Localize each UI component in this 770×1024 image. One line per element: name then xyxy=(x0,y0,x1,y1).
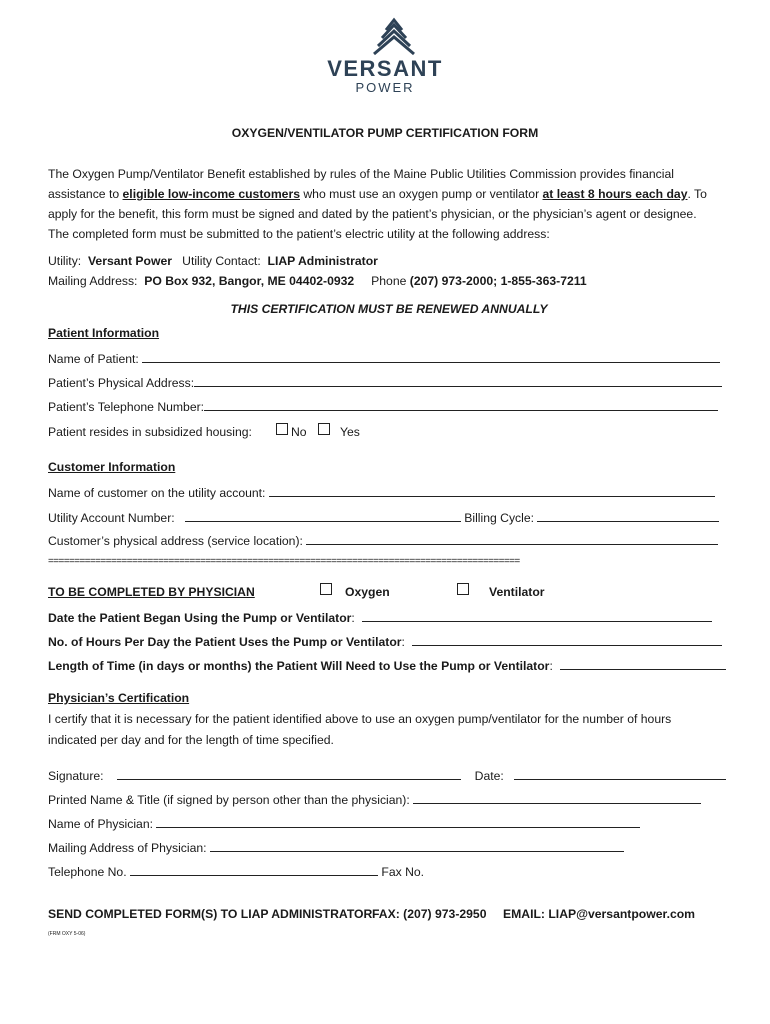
patient-address-label: Patient’s Physical Address: xyxy=(48,376,195,390)
customer-address-row xyxy=(48,532,718,548)
account-number-field[interactable] xyxy=(185,509,461,522)
printed-name-label: Printed Name & Title (if signed by person other than the physician): xyxy=(48,793,410,807)
utility-label: Utility: xyxy=(48,254,82,268)
patient-name-label: Name of Patient: xyxy=(48,352,139,366)
signature-date-field[interactable] xyxy=(514,767,726,780)
physician-mail-row xyxy=(48,839,624,855)
account-row xyxy=(48,509,719,525)
hours-per-day-field[interactable] xyxy=(412,633,722,646)
phone-label: Phone xyxy=(371,274,407,288)
patient-phone-field[interactable] xyxy=(204,398,718,411)
physician-phone-row xyxy=(48,863,424,879)
printed-name-row xyxy=(48,791,701,807)
intro-line-4: The completed form must be submitted to the patient’s electric utility at the following address: xyxy=(48,227,550,241)
physician-name-field[interactable] xyxy=(156,815,640,828)
customer-name-field[interactable] xyxy=(269,484,715,497)
intro-line-2 xyxy=(48,187,707,201)
intro-text: assistance to xyxy=(48,187,123,201)
footer-send-instruction: SEND COMPLETED FORM(S) TO LIAP ADMINISTRATOR xyxy=(48,907,373,921)
mailing-line xyxy=(48,274,587,288)
patient-name-field[interactable] xyxy=(142,350,720,363)
customer-address-label: Customer’s physical address (service location): xyxy=(48,534,303,548)
length-of-time-field[interactable] xyxy=(560,657,726,670)
physician-mail-field[interactable] xyxy=(210,839,624,852)
printed-name-field[interactable] xyxy=(413,791,701,804)
customer-address-field[interactable] xyxy=(306,532,718,545)
physician-name-label: Name of Physician: xyxy=(48,817,153,831)
intro-text: who must use an oxygen pump or ventilator xyxy=(299,187,543,201)
physician-heading: TO BE COMPLETED BY PHYSICIAN xyxy=(48,585,255,599)
section-separator: ========================================================================================== xyxy=(48,556,520,567)
hours-row: No. of Hours Per Day the Patient Uses the Pump or Ventilator: xyxy=(48,633,722,649)
ventilator-label: Ventilator xyxy=(489,585,545,599)
intro-line-3: apply for the benefit, this form must be signed and dated by the patient’s physician, or the physician’s agent or designee. xyxy=(48,207,697,221)
certification-text-2: indicated per day and for the length of time specified. xyxy=(48,733,334,747)
hours-per-day-label: No. of Hours Per Day the Patient Uses the Pump or Ventilator xyxy=(48,635,402,649)
versant-logo-mark xyxy=(372,16,416,56)
start-date-row: Date the Patient Began Using the Pump or Ventilator: xyxy=(48,609,712,625)
footer-email: EMAIL: LIAP@versantpower.com xyxy=(503,907,696,921)
eligible-customers-emphasis: eligible low-income customers xyxy=(122,187,300,201)
customer-name-label: Name of customer on the utility account: xyxy=(48,486,266,500)
start-date-label: Date the Patient Began Using the Pump or Ventilator xyxy=(48,611,352,625)
utility-line xyxy=(48,254,378,268)
utility-value: Versant Power xyxy=(87,254,172,268)
certification-heading: Physician’s Certification xyxy=(48,691,190,705)
oxygen-checkbox[interactable] xyxy=(320,583,332,595)
renewal-notice: THIS CERTIFICATION MUST BE RENEWED ANNUALLY xyxy=(230,302,548,316)
signature-row xyxy=(48,767,726,783)
oxygen-label: Oxygen xyxy=(345,585,390,599)
billing-cycle-field[interactable] xyxy=(537,509,719,522)
customer-info-heading: Customer Information xyxy=(48,460,176,474)
customer-name-row xyxy=(48,484,715,500)
mailing-value: PO Box 932, Bangor, ME 04402-0932 xyxy=(144,274,355,288)
phone-value: (207) 973-2000; 1-855-363-7211 xyxy=(409,274,587,288)
signature-field[interactable] xyxy=(117,767,461,780)
patient-phone-row xyxy=(48,398,718,414)
intro-text: . To xyxy=(687,187,707,201)
form-title: OXYGEN/VENTILATOR PUMP CERTIFICATION FORM xyxy=(231,126,539,140)
housing-yes-checkbox[interactable] xyxy=(318,423,330,435)
patient-address-row xyxy=(48,374,722,390)
signature-label: Signature: xyxy=(48,769,104,783)
account-number-label: Utility Account Number: xyxy=(48,511,175,525)
billing-cycle-label: Billing Cycle: xyxy=(464,511,534,525)
housing-no-checkbox[interactable] xyxy=(276,423,288,435)
footer-fax: FAX: (207) 973-2950 xyxy=(372,907,487,921)
physician-name-row xyxy=(48,815,640,831)
patient-name-row xyxy=(48,350,720,366)
ventilator-checkbox[interactable] xyxy=(457,583,469,595)
certification-text-1: I certify that it is necessary for the patient identified above to use an oxygen pump/ventilator for the number of hours xyxy=(48,712,672,726)
intro-line-1: The Oxygen Pump/Ventilator Benefit established by rules of the Maine Public Utilities Commission provides financial xyxy=(48,167,674,181)
length-row: Length of Time (in days or months) the Patient Will Need to Use the Pump or Ventilator: xyxy=(48,657,726,673)
utility-contact-value: LIAP Administrator xyxy=(267,254,378,268)
mailing-label: Mailing Address: xyxy=(48,274,138,288)
signature-date-label: Date: xyxy=(474,769,504,783)
telephone-field[interactable] xyxy=(130,863,378,876)
start-date-field[interactable] xyxy=(362,609,712,622)
logo-subtitle: POWER xyxy=(355,80,415,95)
patient-address-field[interactable] xyxy=(194,374,722,387)
patient-phone-label: Patient’s Telephone Number: xyxy=(48,400,205,414)
utility-contact-label: Utility Contact: xyxy=(182,254,261,268)
telephone-label: Telephone No. xyxy=(48,865,127,879)
form-code: (FRM OXY 5-06) xyxy=(48,931,86,937)
housing-yes-label: Yes xyxy=(340,425,360,439)
fax-label: Fax No. xyxy=(381,865,425,879)
physician-mail-label: Mailing Address of Physician: xyxy=(48,841,207,855)
patient-info-heading: Patient Information xyxy=(48,326,160,340)
housing-no-label: No xyxy=(291,425,307,439)
logo-brand: VERSANT xyxy=(327,56,443,81)
housing-label: Patient resides in subsidized housing: xyxy=(48,425,252,439)
hours-emphasis: at least 8 hours each day xyxy=(542,187,688,201)
length-of-time-label: Length of Time (in days or months) the Patient Will Need to Use the Pump or Ventilator xyxy=(48,659,550,673)
